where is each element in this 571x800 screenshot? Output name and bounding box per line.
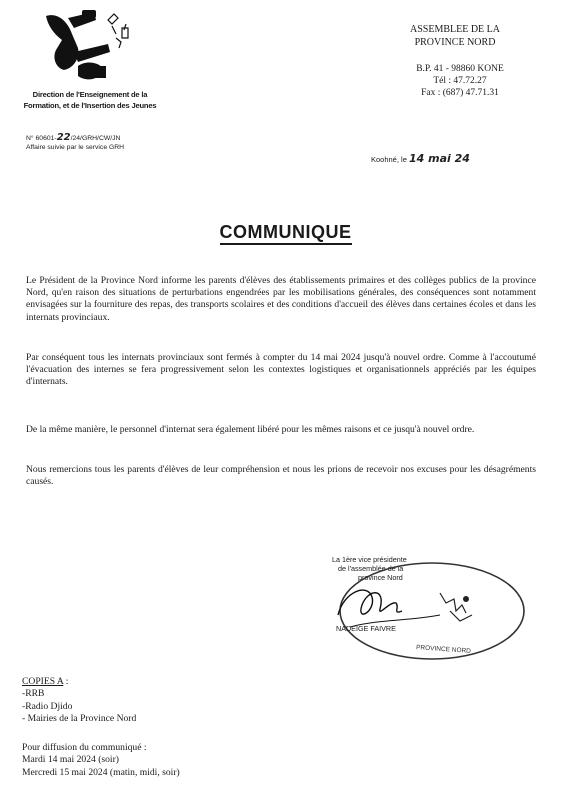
title-text: COMMUNIQUE: [220, 222, 352, 245]
stamp-text: PROVINCE NORD: [415, 644, 472, 655]
reference-block: [26, 133, 124, 152]
copies-block: [22, 676, 136, 726]
reference-handwritten: 22: [56, 132, 71, 143]
copies-heading: COPIES A: [22, 676, 64, 687]
date-line: [371, 152, 470, 165]
paragraph-4: Nous remercions tous les parents d'élèves de leur compréhension et nous les prions de recevoir nos excuses pour les désagréments causés.: [26, 464, 536, 488]
date-handwritten: 14 mai 24: [408, 152, 470, 165]
province-logo: [38, 8, 148, 88]
document-title: [0, 222, 571, 243]
copies-colon: :: [63, 676, 69, 687]
copy-item: - Mairies de la Province Nord: [22, 713, 137, 725]
signature-block: [320, 553, 530, 663]
assembly-line-1: ASSEMBLEE DE LA: [410, 24, 500, 35]
diffusion-heading: Pour diffusion du communiqué :: [22, 742, 147, 753]
diffusion-line-1: Mardi 14 mai 2024 (soir): [22, 754, 119, 766]
signatory-line-3: province Nord: [358, 573, 403, 582]
address-line-1: B.P. 41 - 98860 KONE: [416, 64, 504, 74]
fax-line: Fax : (687) 47.71.31: [421, 88, 499, 98]
paragraph-2: Par conséquent tous les internats provinciaux sont fermés à compter du 14 mai 2024 jusqu'à nouvel ordre. Comme à l'accoutumé l'évacuation des internes se fera progressivement selon les contextes logistiques et organisationnels appréciés par les équipes d'internats.: [26, 352, 536, 388]
paragraph-1: Le Président de la Province Nord informe les parents d'élèves des établissements primaires et des collèges publics de la province Nord, qu'en raison des situations de perturbations engendrées par les mobilisations générales, des conséquences sont notamment envisagées sur la fourniture des repas, des transports scolaires et des conditions d'accueil des élèves dans certaines écoles et dans les internats provinciaux.: [26, 275, 536, 323]
address-block: [380, 63, 540, 99]
phone-line: Tél : 47.72.27: [433, 76, 487, 86]
paragraph-3: De la même manière, le personnel d'internat sera également libéré pour les mêmes raisons et ce jusqu'à nouvel ordre.: [26, 424, 475, 435]
department-name: Direction de l'Enseignement de la Formation, et de l'Insertion des Jeunes: [23, 90, 157, 110]
reference-prefix: N° 60601-: [26, 135, 57, 142]
diffusion-line-2: Mercredi 15 mai 2024 (matin, midi, soir): [22, 766, 180, 778]
signatory-name: NADEIGE FAIVRE: [336, 624, 396, 633]
assembly-name: [380, 23, 530, 49]
copy-item: -Radio Djido: [22, 700, 73, 712]
followed-by: Affaire suivie par le service GRH: [26, 144, 125, 151]
copy-item: -RRB: [22, 688, 45, 700]
assembly-line-2: PROVINCE NORD: [414, 37, 496, 48]
reference-suffix: /24/GRH/CW/JN: [70, 135, 121, 142]
signatory-line-2: de l'assemblée de la: [338, 564, 404, 573]
date-prefix: Koohné, le: [371, 155, 407, 164]
diffusion-block: [22, 742, 180, 779]
signatory-line-1: La 1ère vice présidente: [332, 555, 407, 564]
